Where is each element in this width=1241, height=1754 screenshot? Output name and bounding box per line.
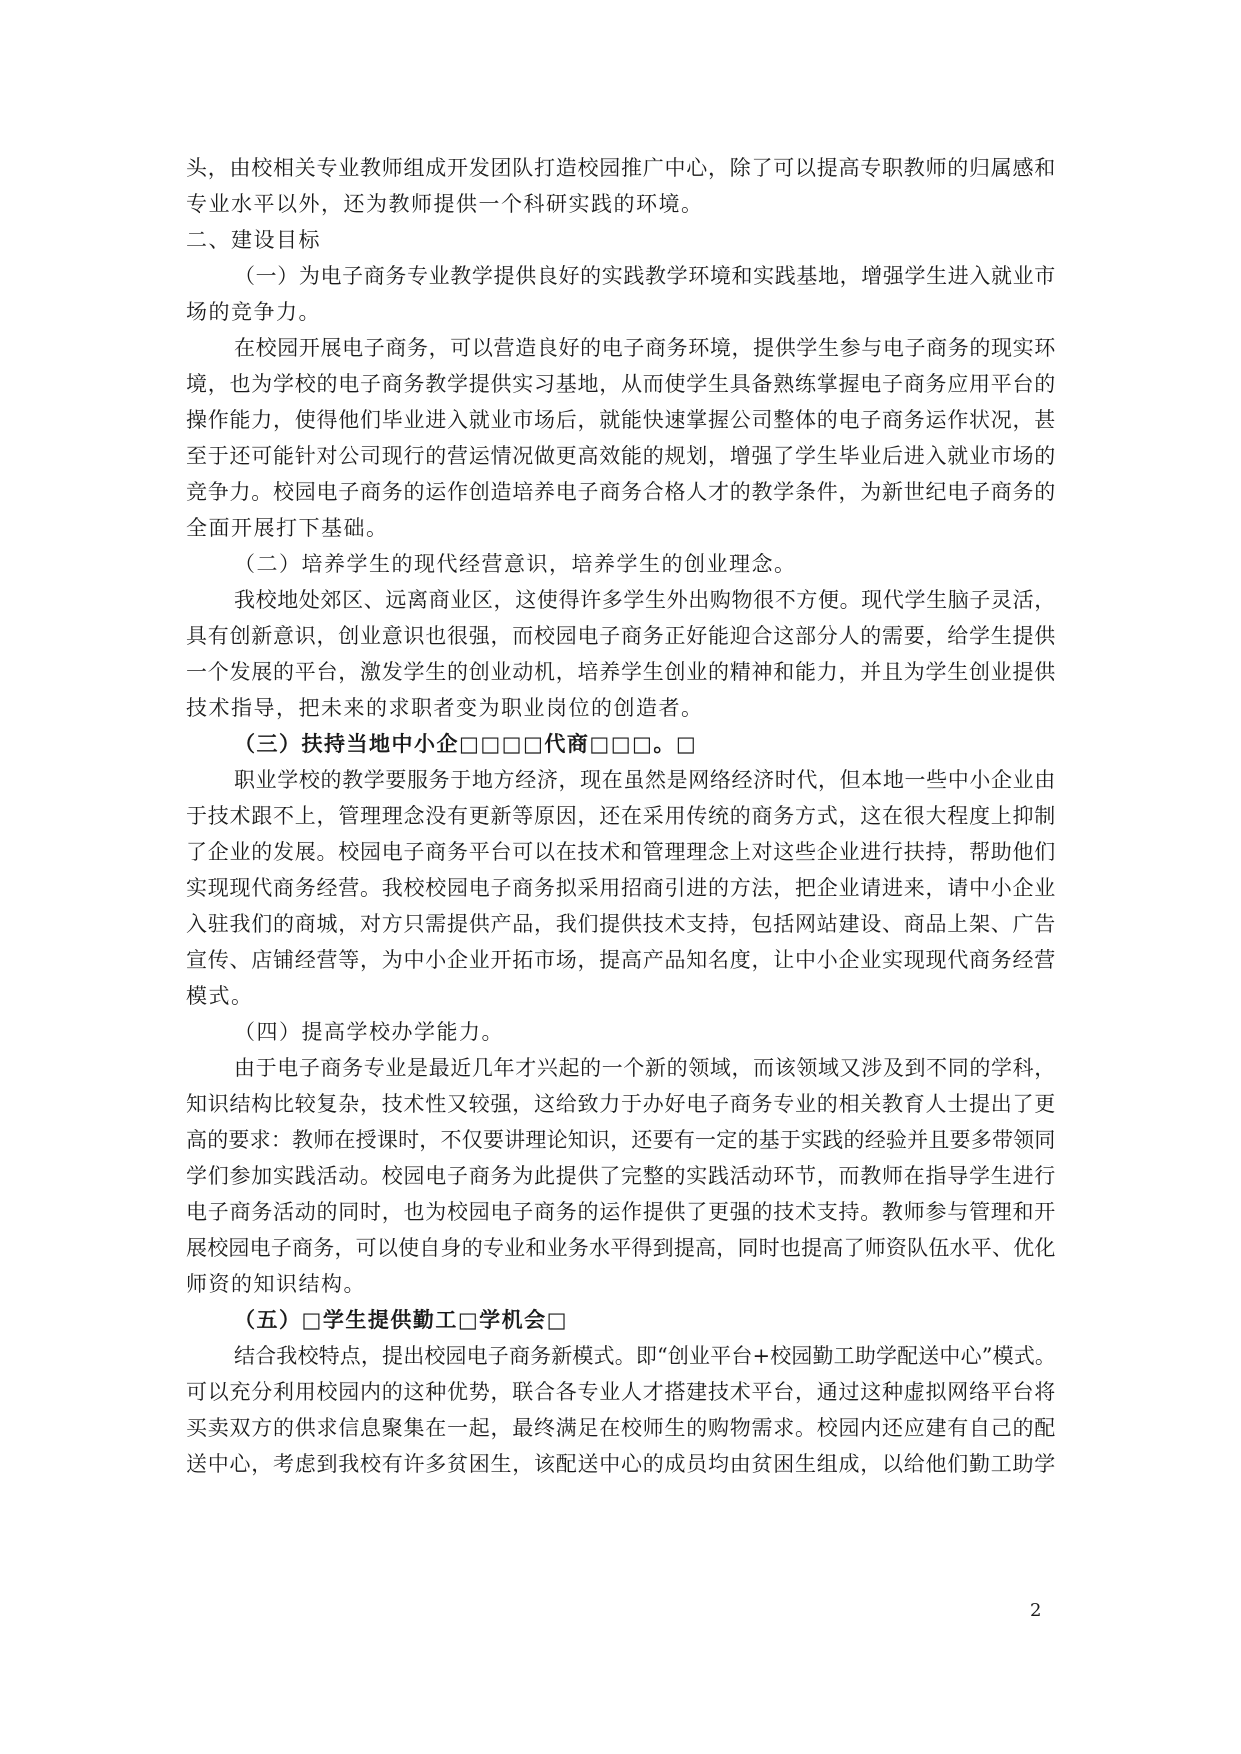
text-line: 全面开展打下基础。	[186, 516, 389, 540]
section-heading: （五）□学生提供勤工□学机会□	[234, 1307, 569, 1332]
text-line: 职业学校的教学要服务于地方经济，现在虽然是网络经济时代，但本地一些中小企业由	[234, 768, 1056, 792]
text-line: 可以充分利用校园内的这种优势，联合各专业人才搭建技术平台，通过这种虚拟网络平台将	[186, 1380, 1056, 1404]
text-line: 了企业的发展。校园电子商务平台可以在技术和管理理念上对这些企业进行扶持，帮助他们	[186, 840, 1056, 864]
text-line: 宣传、店铺经营等，为中小企业开拓市场，提高产品知名度，让中小企业实现现代商务经营	[186, 948, 1056, 972]
text-line: 专业水平以外，还为教师提供一个科研实践的环境。	[186, 192, 704, 216]
text-line: 电子商务活动的同时，也为校园电子商务的运作提供了更强的技术支持。教师参与管理和开	[186, 1200, 1056, 1224]
text-line: 入驻我们的商城，对方只需提供产品，我们提供技术支持，包括网站建设、商品上架、广告	[186, 912, 1056, 936]
text-line: 展校园电子商务，可以使自身的专业和业务水平得到提高，同时也提高了师资队伍水平、优化	[186, 1236, 1056, 1260]
text-line: 结合我校特点，提出校园电子商务新模式。即“创业平台+校园勤工助学配送中心”模式。	[234, 1344, 1057, 1368]
text-line: 知识结构比较复杂，技术性又较强，这给致力于办好电子商务专业的相关教育人士提出了更	[186, 1092, 1056, 1116]
text-line: 操作能力，使得他们毕业进入就业市场后，就能快速掌握公司整体的电子商务运作状况，甚	[186, 408, 1056, 432]
text-line: 头，由校相关专业教师组成开发团队打造校园推广中心，除了可以提高专职教师的归属感和	[186, 156, 1056, 180]
text-line: 送中心，考虑到我校有许多贫困生，该配送中心的成员均由贫困生组成，以给他们勤工助学	[186, 1452, 1056, 1476]
text-line: 二、建设目标	[186, 228, 321, 252]
text-line: 在校园开展电子商务，可以营造良好的电子商务环境，提供学生参与电子商务的现实环	[234, 336, 1056, 360]
text-line: 买卖双方的供求信息聚集在一起，最终满足在校师生的购物需求。校园内还应建有自己的配	[186, 1416, 1056, 1440]
text-line: 技术指导，把未来的求职者变为职业岗位的创造者。	[186, 696, 704, 720]
text-line: 我校地处郊区、远离商业区，这使得许多学生外出购物很不方便。现代学生脑子灵活，	[234, 588, 1056, 612]
text-line: 于技术跟不上，管理理念没有更新等原因，还在采用传统的商务方式，这在很大程度上抑制	[186, 804, 1056, 828]
text-line: 场的竞争力。	[186, 300, 321, 324]
section-heading: （三）扶持当地中小企□□□□代商□□□。□	[234, 731, 698, 756]
text-line: （一）为电子商务专业教学提供良好的实践教学环境和实践基地，增强学生进入就业市	[234, 264, 1056, 288]
text-line: （四）提高学校办学能力。	[234, 1020, 504, 1044]
text-line: 学们参加实践活动。校园电子商务为此提供了完整的实践活动环节，而教师在指导学生进行	[186, 1164, 1056, 1188]
text-line: 师资的知识结构。	[186, 1272, 366, 1296]
page-number: 2	[1030, 1600, 1042, 1621]
text-line: 由于电子商务专业是最近几年才兴起的一个新的领域，而该领域又涉及到不同的学科，	[234, 1056, 1056, 1080]
text-line: 实现现代商务经营。我校校园电子商务拟采用招商引进的方法，把企业请进来，请中小企业	[186, 876, 1056, 900]
text-line: （二）培养学生的现代经营意识，培养学生的创业理念。	[234, 552, 797, 576]
text-line: 具有创新意识，创业意识也很强，而校园电子商务正好能迎合这部分人的需要，给学生提供	[186, 624, 1056, 648]
document-body	[186, 150, 1056, 1482]
text-line: 至于还可能针对公司现行的营运情况做更高效能的规划，增强了学生毕业后进入就业市场的	[186, 444, 1056, 468]
text-line: 模式。	[186, 984, 254, 1008]
text-line: 境，也为学校的电子商务教学提供实习基地，从而使学生具备熟练掌握电子商务应用平台的	[186, 372, 1056, 396]
text-line: 一个发展的平台，激发学生的创业动机，培养学生创业的精神和能力，并且为学生创业提供	[186, 660, 1056, 684]
text-line: 高的要求：教师在授课时，不仅要讲理论知识，还要有一定的基于实践的经验并且要多带领同	[186, 1128, 1056, 1152]
text-line: 竞争力。校园电子商务的运作创造培养电子商务合格人才的教学条件，为新世纪电子商务的	[186, 480, 1056, 504]
